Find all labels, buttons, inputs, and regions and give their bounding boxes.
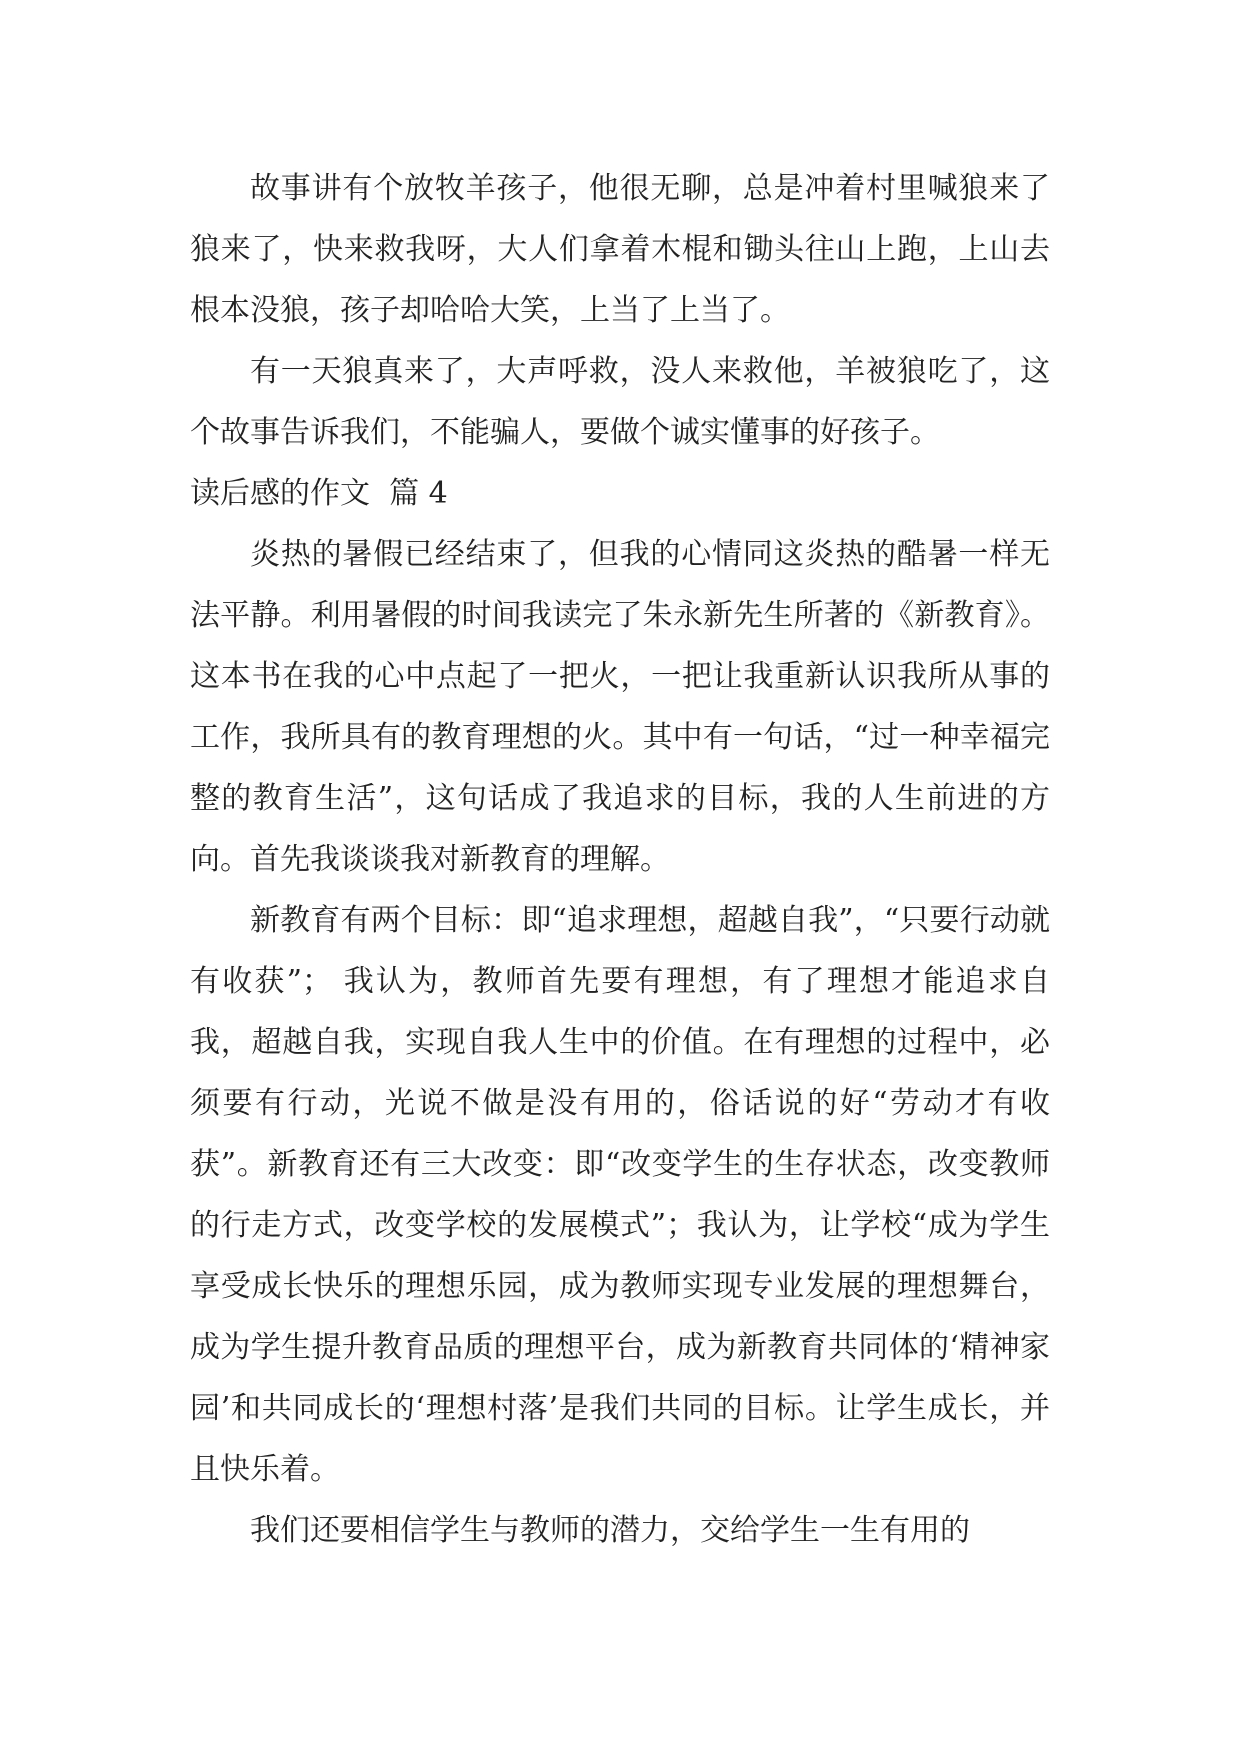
- paragraph-summer-reading: 炎热的暑假已经结束了，但我的心情同这炎热的酷暑一样无法平静。利用暑假的时间我读完了朱永新先生所著的《新教育》。这本书在我的心中点起了一把火，一把让我重新认识我所从事的工作，我所具有的教育理想的火。其中有一句话，“过一种幸福完整的教育生活”，这句话成了我追求的目标，我的人生前进的方向。首先我谈谈我对新教育的理解。: [190, 537, 1050, 877]
- document-page: [190, 158, 1050, 1561]
- paragraph-boy-who-cried-wolf: 故事讲有个放牧羊孩子，他很无聊，总是冲着村里喊狼来了狼来了，快来救我呀，大人们拿着木棍和锄头往山上跑，上山去根本没狼，孩子却哈哈大笑，上当了上当了。: [190, 171, 1050, 328]
- paragraph-moral: 有一天狼真来了，大声呼救，没人来救他，羊被狼吃了，这个故事告诉我们，不能骗人，要做个诚实懂事的好孩子。: [190, 354, 1050, 450]
- paragraph-new-education-goals: 新教育有两个目标：即“追求理想，超越自我”，“只要行动就有收获”； 我认为，教师首先要有理想，有了理想才能追求自我，超越自我，实现自我人生中的价值。在有理想的过程中，必须要有行动，光说不做是没有用的，俗话说的好“劳动才有收获”。新教育还有三大改变：即“改变学生的生存状态，改变教师的行走方式，改变学校的发展模式”；我认为，让学校“成为学生享受成长快乐的理想乐园，成为教师实现专业发展的理想舞台，成为学生提升教育品质的理想平台，成为新教育共同体的‘精神家园’和共同成长的‘理想村落’是我们共同的目标。让学生成长，并且快乐着。: [190, 903, 1050, 1487]
- section-heading: 读后感的作文 篇 4: [190, 476, 448, 511]
- paragraph-trust-potential: 我们还要相信学生与教师的潜力，交给学生一生有用的: [250, 1513, 970, 1548]
